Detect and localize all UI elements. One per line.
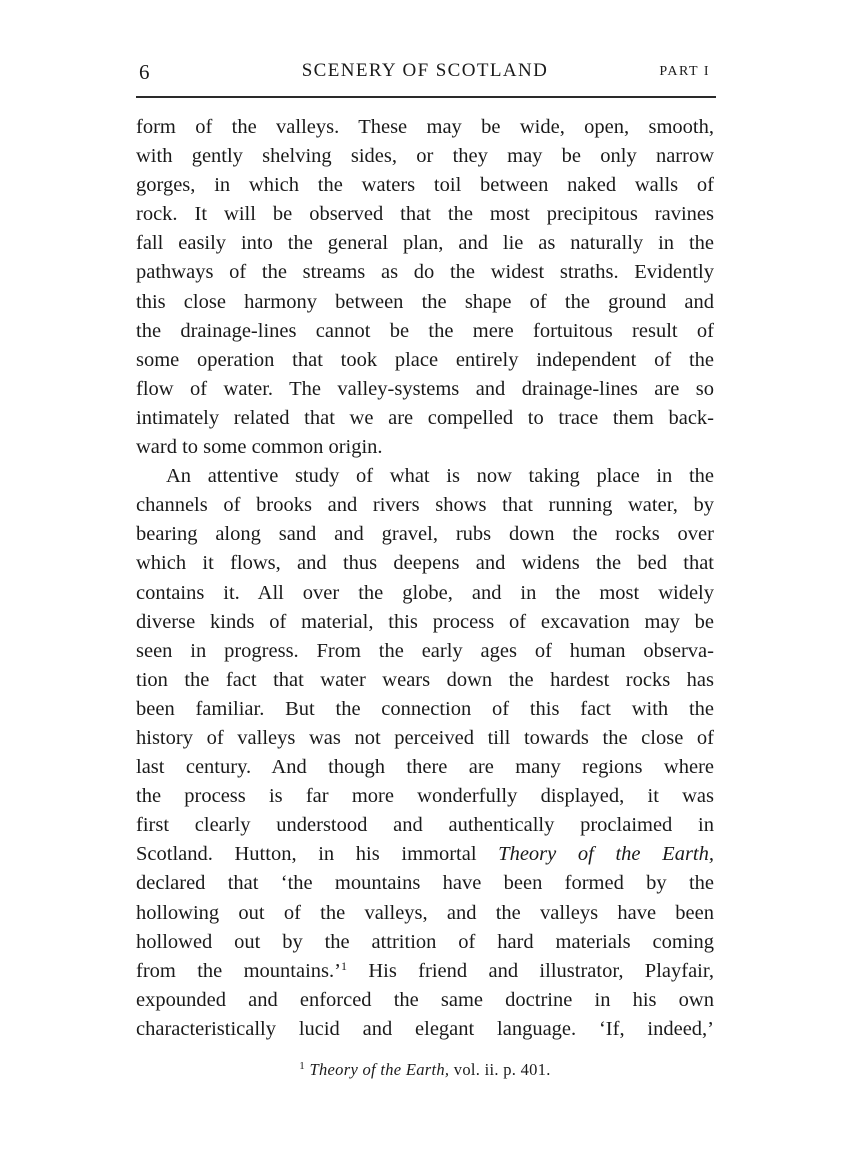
text-line: first clearly understood and authentically proclaimed in <box>136 814 714 837</box>
text-line: this close harmony between the shape of the ground and <box>136 290 714 313</box>
text-line: flow of water. The valley-systems and drainage-lines are so <box>136 377 714 400</box>
text-line: last century. And though there are many regions where <box>136 756 714 779</box>
text-line: the process is far more wonderfully displayed, it was <box>136 785 714 808</box>
text-line: hollowed out by the attrition of hard materials coming <box>136 930 714 953</box>
text-line: gorges, in which the waters toil between naked walls of <box>136 174 714 197</box>
footnote <box>136 1060 714 1080</box>
text-line: tion the fact that water wears down the hardest rocks has <box>136 668 714 691</box>
body-text <box>136 113 714 1044</box>
book-title-italic: Theory of the Earth, <box>498 843 714 866</box>
text-line: fall easily into the general plan, and lie as naturally in the <box>136 232 714 255</box>
text-line: expounded and enforced the same doctrine in his own <box>136 988 714 1011</box>
text-line: pathways of the streams as do the widest straths. Evidently <box>136 261 714 284</box>
running-title: SCENERY OF SCOTLAND <box>301 60 549 81</box>
text-line: diverse kinds of material, this process of excavation may be <box>136 610 714 633</box>
text-fragment: from the mountains.’ <box>136 959 341 982</box>
text-line: been familiar. But the connection of this fact with the <box>136 697 714 720</box>
text-line: characteristically lucid and elegant language. ‘If, indeed,’ <box>136 1017 714 1040</box>
text-fragment: Scotland. Hutton, in his immortal <box>136 843 499 866</box>
text-line: seen in progress. From the early ages of human observa- <box>136 639 714 662</box>
text-line: the drainage-lines cannot be the mere fortuitous result of <box>136 319 714 342</box>
header-rule <box>136 96 716 98</box>
text-line: with gently shelving sides, or they may be only narrow <box>136 145 714 168</box>
footnote-marker: 1 <box>340 958 347 973</box>
text-line: bearing along sand and gravel, rubs down the rocks over <box>136 523 714 546</box>
text-line: some operation that took place entirely independent of the <box>136 348 714 371</box>
text-line: hollowing out of the valleys, and the valleys have been <box>136 901 714 924</box>
footnote-number: 1 <box>299 1060 306 1072</box>
text-fragment: His friend and illustrator, Playfair, <box>346 959 714 982</box>
text-line: channels of brooks and rivers shows that running water, by <box>136 494 714 517</box>
text-line: intimately related that we are compelled to trace them back- <box>136 406 714 429</box>
footnote-title: Theory of the Earth, <box>309 1060 450 1079</box>
running-head <box>136 60 714 90</box>
text-line-with-footnote-ref <box>136 957 714 986</box>
text-line: declared that ‘the mountains have been formed by the <box>136 872 714 895</box>
part-label: PART I <box>659 64 710 79</box>
footnote-reference: vol. ii. p. 401. <box>449 1060 551 1079</box>
text-line: history of valleys was not perceived till towards the close of <box>136 726 714 749</box>
text-line: rock. It will be observed that the most precipitous ravines <box>136 203 714 226</box>
text-line-with-title <box>136 840 714 869</box>
text-line: form of the valleys. These may be wide, open, smooth, <box>136 116 714 138</box>
text-line: ward to some common origin. <box>136 436 383 459</box>
text-line: which it flows, and thus deepens and widens the bed that <box>136 552 714 575</box>
text-line: contains it. All over the globe, and in the most widely <box>136 581 714 604</box>
page-number: 6 <box>139 60 150 84</box>
text-line: An attentive study of what is now taking place in the <box>166 465 714 488</box>
